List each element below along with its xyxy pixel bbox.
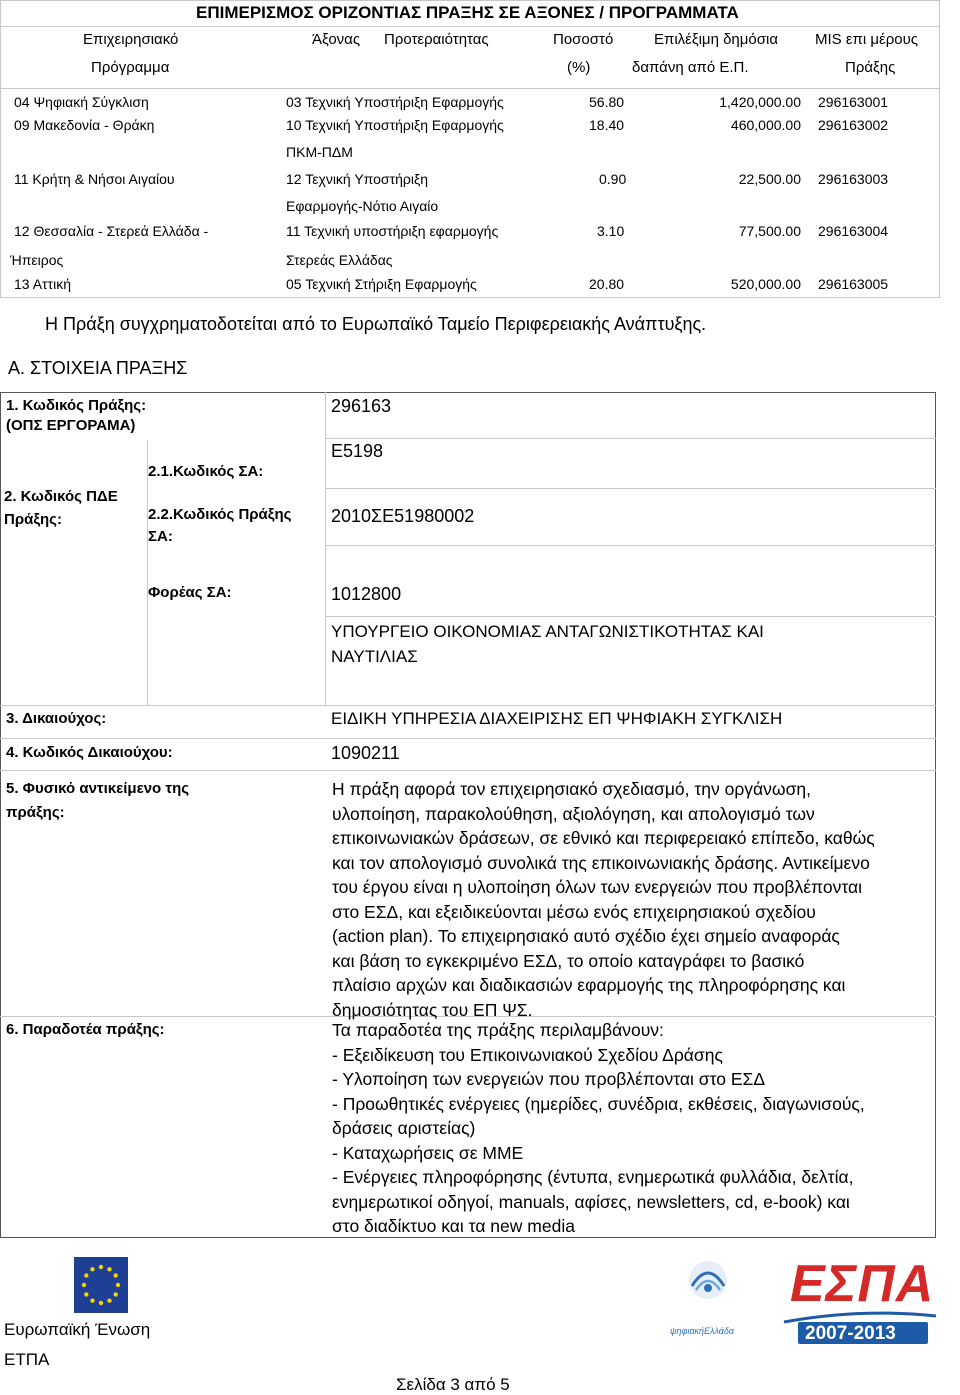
header-axis: Άξονας xyxy=(312,31,361,48)
deliverables-line: - Εξειδίκευση του Επικοινωνιακού Σχεδίου Δράσης xyxy=(332,1044,723,1065)
object-line: υλοποίηση, παρακολούθηση, αξιολόγηση, και απολογισμό των xyxy=(332,803,815,824)
sa-action-code-label-2: ΣΑ: xyxy=(148,528,173,545)
digital-greece-label: ψηφιακήΕλλάδα xyxy=(670,1326,735,1336)
object-line: (action plan). Το επιχειρησιακό αυτό σχέδιο έχει σημείο αναφοράς xyxy=(332,926,840,946)
row-percentage: 56.80 xyxy=(589,94,625,110)
object-line: επικοινωνιακών δράσεων, σε εθνικό και περιφερειακό επίπεδο, καθώς xyxy=(332,828,875,848)
deliverables-line: - Καταχωρήσεις σε ΜΜΕ xyxy=(332,1142,524,1163)
row-expense: 520,000.00 xyxy=(730,276,801,292)
row-mis: 296163001 xyxy=(818,94,889,110)
sa-body-name-2: ΝΑΥΤΙΛΙΑΣ xyxy=(331,647,418,666)
beneficiary-code-value: 1090211 xyxy=(331,743,400,763)
sa-body-label: Φορέας ΣΑ: xyxy=(148,584,232,601)
sa-action-code-value: 2010ΣΕ51980002 xyxy=(331,506,475,526)
row-mis: 296163002 xyxy=(818,117,889,133)
sa-code-value: Ε5198 xyxy=(331,441,384,461)
beneficiary-label: 3. Δικαιούχος: xyxy=(6,710,107,727)
row-axis: 12 Τεχνική Υποστήριξη xyxy=(286,171,429,187)
row-axis-cont: Στερεάς Ελλάδας xyxy=(286,252,393,268)
deliverables-line: στο διαδίκτυο και τα new media xyxy=(332,1216,575,1236)
object-line: πλαίσιο αρχών και διαδικασιών εφαρμογής της πληροφόρησης και xyxy=(332,975,846,995)
page-number: Σελίδα 3 από 5 xyxy=(396,1375,510,1394)
deliverables-line: δράσεις αριστείας) xyxy=(332,1118,476,1138)
espa-logo-text: ΕΣΠΑ xyxy=(790,1255,935,1313)
row-axis: 10 Τεχνική Υποστήριξη Εφαρμογής xyxy=(286,117,504,133)
row-program: 04 Ψηφιακή Σύγκλιση xyxy=(14,94,149,110)
beneficiary-value: ΕΙΔΙΚΗ ΥΠΗΡΕΣΙΑ ΔΙΑΧΕΙΡΙΣΗΣ ΕΠ ΨΗΦΙΑΚΗ ΣΥΓΚΛΙΣΗ xyxy=(331,709,783,728)
sa-body-code: 1012800 xyxy=(331,584,402,604)
header-expense: Επιλέξιμη δημόσια xyxy=(654,31,779,48)
row-axis: 11 Τεχνική υποστήριξη εφαρμογής xyxy=(286,223,499,239)
sa-code-label: 2.1.Κωδικός ΣΑ: xyxy=(148,463,264,480)
eu-label: Ευρωπαϊκή Ένωση xyxy=(4,1320,151,1339)
deliverables-line: ενημερωτικοί οδηγοί, manuals, αφίσες, newsletters, cd, e-book) και xyxy=(332,1191,850,1212)
row-program: 13 Αττική xyxy=(14,276,71,292)
eu-flag-logo xyxy=(74,1257,128,1313)
row-axis: 03 Τεχνική Υποστήριξη Εφαρμογής xyxy=(286,94,504,110)
object-line: και τον απολογισμό συνολικά της επικοινωνιακής δράσης. Αντικείμενο xyxy=(332,852,870,873)
beneficiary-code-label: 4. Κωδικός Δικαιούχου: xyxy=(6,744,173,761)
row-mis: 296163003 xyxy=(818,171,889,187)
header-mis-2: Πράξης xyxy=(845,59,896,76)
section-a-title: Α. ΣΤΟΙΧΕΙΑ ΠΡΑΞΗΣ xyxy=(8,358,188,378)
row-expense: 460,000.00 xyxy=(730,117,801,133)
row-program: 09 Μακεδονία - Θράκη xyxy=(14,117,155,133)
object-label: 5. Φυσικό αντικείμενο της xyxy=(6,780,190,797)
deliverables-line: - Ενέργειες πληροφόρησης (έντυπα, ενημερωτικά φυλλάδια, δελτία, xyxy=(332,1167,854,1187)
row-program: 11 Κρήτη & Νήσοι Αιγαίου xyxy=(14,171,175,187)
row-program-cont: Ήπειρος xyxy=(10,252,64,268)
row-expense: 22,500.00 xyxy=(738,171,801,187)
header-expense-2: δαπάνη από Ε.Π. xyxy=(632,59,749,76)
row-percentage: 3.10 xyxy=(597,223,625,239)
espa-years: 2007-2013 xyxy=(805,1323,896,1344)
row-axis: 05 Τεχνική Στήριξη Εφαρμογής xyxy=(286,276,477,292)
header-percentage: Ποσοστό xyxy=(553,31,614,48)
row-expense: 77,500.00 xyxy=(738,223,801,239)
deliverables-line: Τα παραδοτέα της πράξης περιλαμβάνουν: xyxy=(332,1020,664,1040)
digital-greece-logo xyxy=(678,1258,738,1328)
object-line: και βάση το εγκεκριμένο ΕΣΔ, το οποίο καταγράφει το βασικό xyxy=(332,950,805,971)
header-program: Επιχειρησιακό xyxy=(83,31,179,48)
object-description xyxy=(332,777,960,1022)
pde-code-label-2: Πράξης: xyxy=(4,511,62,528)
header-program-2: Πρόγραμμα xyxy=(91,59,170,76)
object-line: του έργου είναι η υλοποίηση όλων των ενεργειών που προβλέπονται xyxy=(332,877,862,897)
header-priority: Προτεραιότητας xyxy=(384,31,489,48)
row-mis: 296163004 xyxy=(818,223,889,239)
project-code-value: 296163 xyxy=(331,396,392,416)
row-axis-prefix: ΠΚΜ-ΠΔΜ xyxy=(286,144,353,160)
pde-code-label: 2. Κωδικός ΠΔΕ xyxy=(4,488,118,505)
row-axis-cont: Εφαρμογής-Νότιο Αιγαίο xyxy=(286,198,439,214)
project-code-label: 1. Κωδικός Πράξης: xyxy=(6,397,147,414)
deliverables-line: - Προωθητικές ενέργειες (ημερίδες, συνέδρια, εκθέσεις, διαγωνισούς, xyxy=(332,1093,865,1114)
row-program: 12 Θεσσαλία - Στερεά Ελλάδα - xyxy=(14,223,209,239)
deliverables-line: - Υλοποίηση των ενεργειών που προβλέπονται στο ΕΣΔ xyxy=(332,1069,766,1089)
header-percentage-2: (%) xyxy=(567,59,591,76)
row-percentage: 20.80 xyxy=(589,276,625,292)
sa-action-code-label: 2.2.Κωδικός Πράξης xyxy=(148,506,292,523)
object-line: στο ΕΣΔ, και εξειδικεύονται μέσω ενός επιχειρησιακού σχεδίου xyxy=(332,901,816,922)
object-line: δημοσιότητας του ΕΠ ΨΣ. xyxy=(332,999,533,1020)
header-mis: MIS επι μέρους xyxy=(815,31,919,48)
row-percentage: 18.40 xyxy=(589,117,625,133)
row-mis: 296163005 xyxy=(818,276,889,292)
alloc-table-title: ΕΠΙΜΕΡΙΣΜΟΣ ΟΡΙΖΟΝΤΙΑΣ ΠΡΑΞΗΣ ΣΕ ΑΞΟΝΕΣ / ΠΡΟΓΡΑΜΜΑΤΑ xyxy=(196,3,739,22)
row-percentage: 0.90 xyxy=(599,171,627,187)
deliverables-description xyxy=(332,1018,960,1239)
erdf-label: ΕΤΠΑ xyxy=(4,1350,50,1369)
deliverables-label: 6. Παραδοτέα πράξης: xyxy=(6,1021,165,1038)
project-code-label-2: (ΟΠΣ ΕΡΓΟΡΑΜΑ) xyxy=(6,417,136,434)
object-label-2: πράξης: xyxy=(6,804,65,821)
sa-body-name: ΥΠΟΥΡΓΕΙΟ ΟΙΚΟΝΟΜΙΑΣ ΑΝΤΑΓΩΝΙΣΤΙΚΟΤΗΤΑΣ ΚΑΙ xyxy=(331,622,764,641)
funding-note: Η Πράξη συγχρηματοδοτείται από το Ευρωπαϊκό Ταμείο Περιφερειακής Ανάπτυξης. xyxy=(45,314,707,334)
object-line: Η πράξη αφορά τον επιχειρησιακό σχεδιασμό, την οργάνωση, xyxy=(332,779,811,799)
row-expense: 1,420,000.00 xyxy=(719,94,801,110)
